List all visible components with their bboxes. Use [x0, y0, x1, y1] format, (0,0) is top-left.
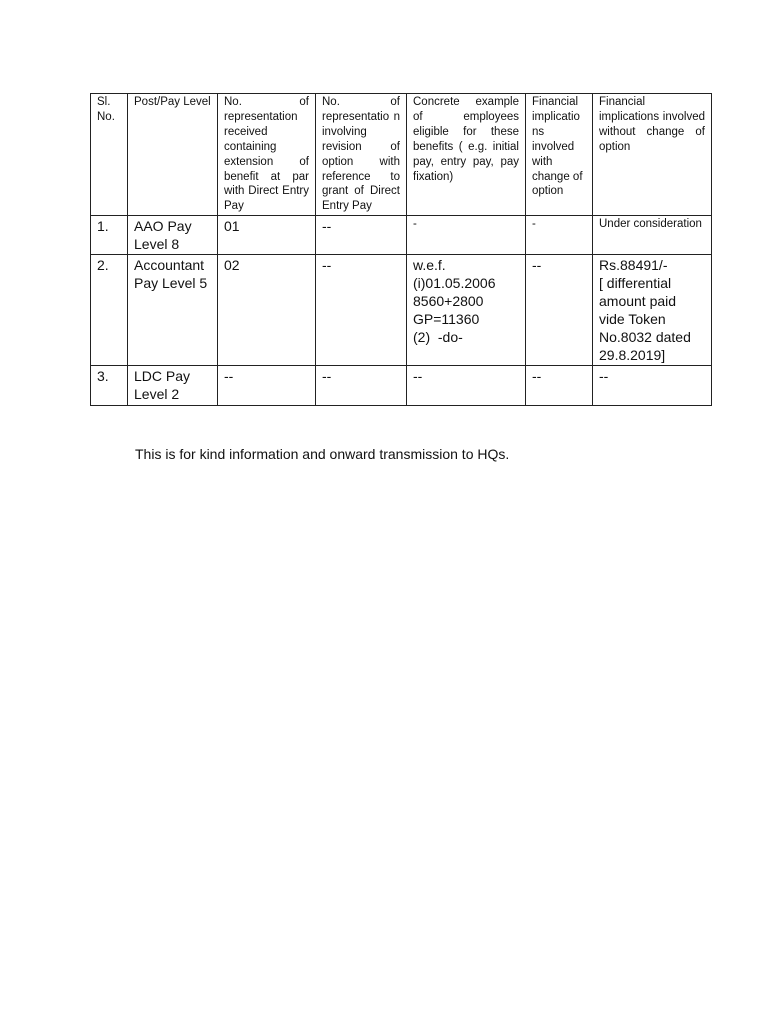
header-rep-extension: No. of representation received containing extension of benefit at par with Direct Entry Pay	[218, 94, 316, 216]
cell-example	[407, 216, 526, 255]
cell-sl-no: 3.	[91, 366, 128, 406]
header-financial-with-change: Financial implicatio ns involved with change of option	[526, 94, 593, 216]
cell-example-line: (i)01.05.2006	[413, 275, 496, 292]
representation-table	[90, 93, 712, 406]
cell-post: Accountant Pay Level 5	[128, 255, 218, 366]
header-financial-without-change: Financial implications involved without change of option	[593, 94, 712, 216]
header-concrete-example: Concrete example of employees eligible for these benefits ( e.g. initial pay, entry pay, pay fixation)	[407, 94, 526, 216]
cell-post: AAO Pay Level 8	[128, 216, 218, 255]
cell-rep-revision: --	[316, 216, 407, 255]
cell-rep-extension: 01	[218, 216, 316, 255]
cell-sl-no: 1.	[91, 216, 128, 255]
cell-example-line: -	[413, 218, 417, 231]
table-row	[91, 366, 712, 406]
cell-example-line: --	[413, 368, 423, 385]
cell-financial-without	[593, 366, 712, 406]
cell-financial-with: --	[526, 255, 593, 366]
cell-financial-with: --	[526, 366, 593, 406]
header-rep-revision: No. of representatio n involving revision of option with reference to grant of Direct Entry Pay	[316, 94, 407, 216]
cell-rep-revision: --	[316, 255, 407, 366]
header-sl-no: Sl. No.	[91, 94, 128, 216]
cell-financial-without	[593, 255, 712, 366]
cell-example	[407, 366, 526, 406]
cell-financial-with: -	[526, 216, 593, 255]
cell-financial-without-line: Rs.88491/-	[599, 257, 668, 274]
cell-rep-extension: --	[218, 366, 316, 406]
table-row	[91, 216, 712, 255]
closing-note: This is for kind information and onward transmission to HQs.	[135, 446, 510, 462]
cell-financial-without	[593, 216, 712, 255]
cell-example-line: (2) -do-	[413, 329, 463, 346]
cell-financial-without-line: [ differential amount paid vide Token No.8032 dated 29.8.2019]	[599, 275, 691, 364]
cell-example-line: 8560+2800	[413, 293, 484, 310]
table-row	[91, 255, 712, 366]
table-header-row	[91, 94, 712, 216]
cell-post: LDC Pay Level 2	[128, 366, 218, 406]
cell-example-line: w.e.f.	[413, 257, 446, 274]
cell-rep-extension: 02	[218, 255, 316, 366]
cell-rep-revision: --	[316, 366, 407, 406]
cell-example	[407, 255, 526, 366]
cell-example-line: GP=11360	[413, 311, 480, 328]
header-post-pay-level: Post/Pay Level	[128, 94, 218, 216]
cell-sl-no: 2.	[91, 255, 128, 366]
cell-financial-without-line: --	[599, 368, 609, 385]
cell-financial-without-line: Under consideration	[599, 218, 702, 231]
